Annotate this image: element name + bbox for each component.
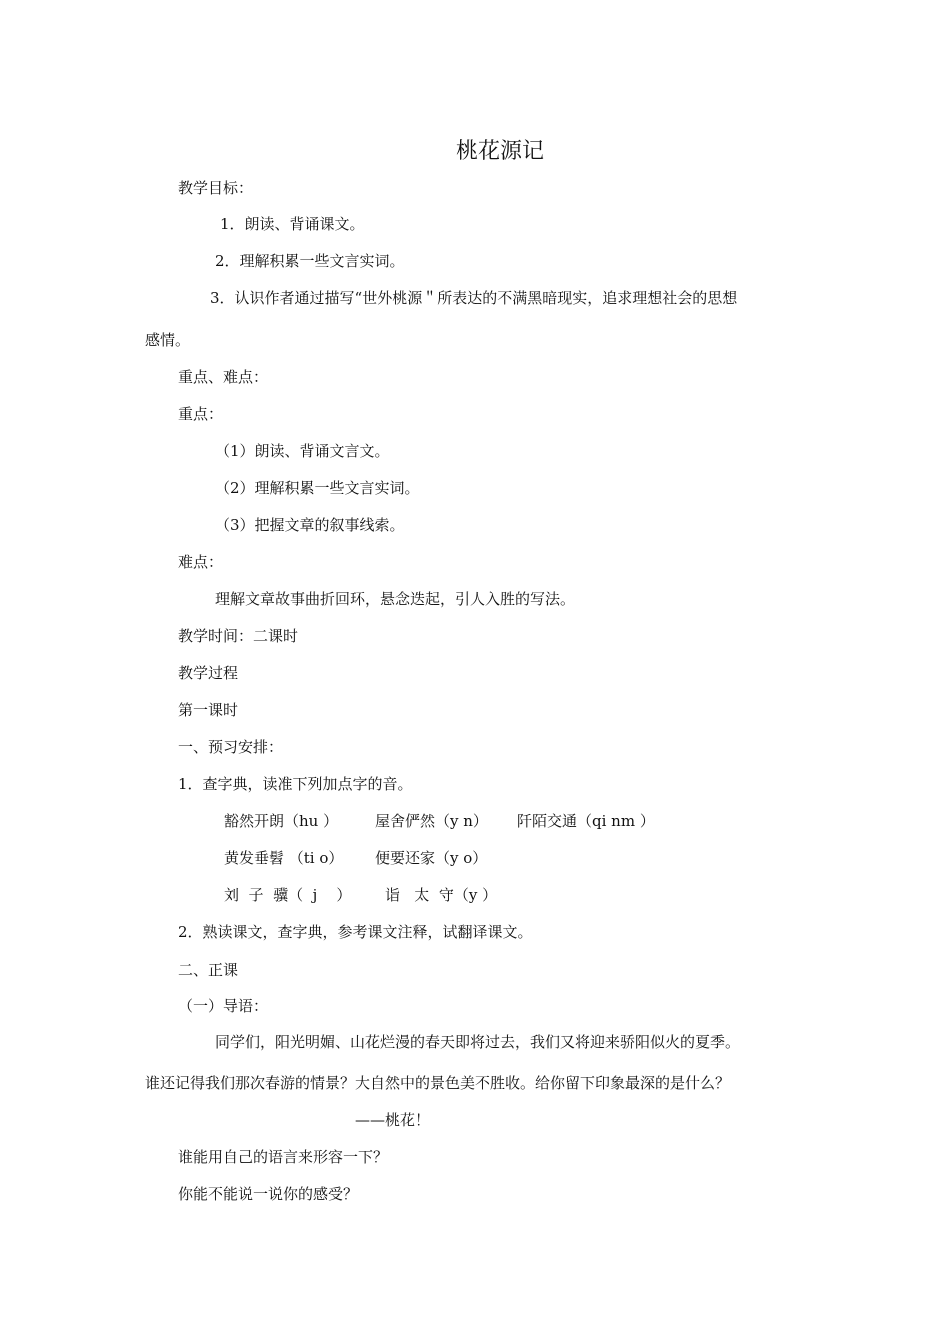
goal-2: 2．理解积累一些文言实词。	[215, 252, 405, 270]
intro-text-1: 同学们，阳光明媚、山花烂漫的春天即将过去，我们又将迎来骄阳似火的夏季。	[215, 1033, 741, 1051]
key-label: 重点：	[178, 405, 224, 423]
goal-3-continued: 感情。	[145, 331, 191, 349]
answer-line: ——桃花！	[355, 1111, 431, 1129]
word-7: 诣 太 守（y ）	[385, 886, 498, 904]
prep-heading: 一、预习安排：	[178, 738, 284, 756]
key-item-2: （2）理解积累一些文言实词。	[215, 479, 420, 497]
word-5: 便要还家（y o）	[375, 849, 488, 867]
teaching-time: 教学时间：二课时	[178, 627, 299, 645]
lesson-heading: 二、正课	[178, 961, 239, 979]
difficulty-label: 难点：	[178, 553, 224, 571]
intro-text-2: 谁还记得我们那次春游的情景？大自然中的景色美不胜收。给你留下印象最深的是什么？	[145, 1074, 731, 1092]
question-2: 你能不能说一说你的感受？	[178, 1185, 359, 1203]
goal-1: 1．朗读、背诵课文。	[220, 215, 365, 233]
page-title: 桃花源记	[455, 139, 544, 164]
prep-item-1: 1．查字典，读准下列加点字的音。	[178, 775, 413, 793]
goals-heading: 教学目标：	[178, 179, 254, 197]
goal-3: 3．认识作者通过描写“世外桃源＂所表达的不满黑暗现实，追求理想社会的思想	[210, 289, 738, 307]
word-4: 黄发垂髫 （ti o）	[224, 849, 344, 867]
word-6: 刘 子 骥（ j ）	[224, 886, 352, 904]
key-item-3: （3）把握文章的叙事线索。	[215, 516, 405, 534]
lesson-one: 第一课时	[178, 701, 239, 719]
teaching-process: 教学过程	[178, 664, 239, 682]
word-2: 屋舍俨然（y n）	[375, 812, 488, 830]
key-item-1: （1）朗读、背诵文言文。	[215, 442, 390, 460]
question-1: 谁能用自己的语言来形容一下？	[178, 1148, 389, 1166]
key-heading: 重点、难点：	[178, 368, 269, 386]
word-3: 阡陌交通（qi nm ）	[517, 812, 655, 830]
intro-heading: （一）导语：	[178, 997, 269, 1015]
word-1: 豁然开朗（hu ）	[224, 812, 339, 830]
difficulty-text: 理解文章故事曲折回环，悬念迭起，引人入胜的写法。	[215, 590, 576, 608]
prep-item-2: 2．熟读课文，查字典，参考课文注释，试翻译课文。	[178, 923, 533, 941]
